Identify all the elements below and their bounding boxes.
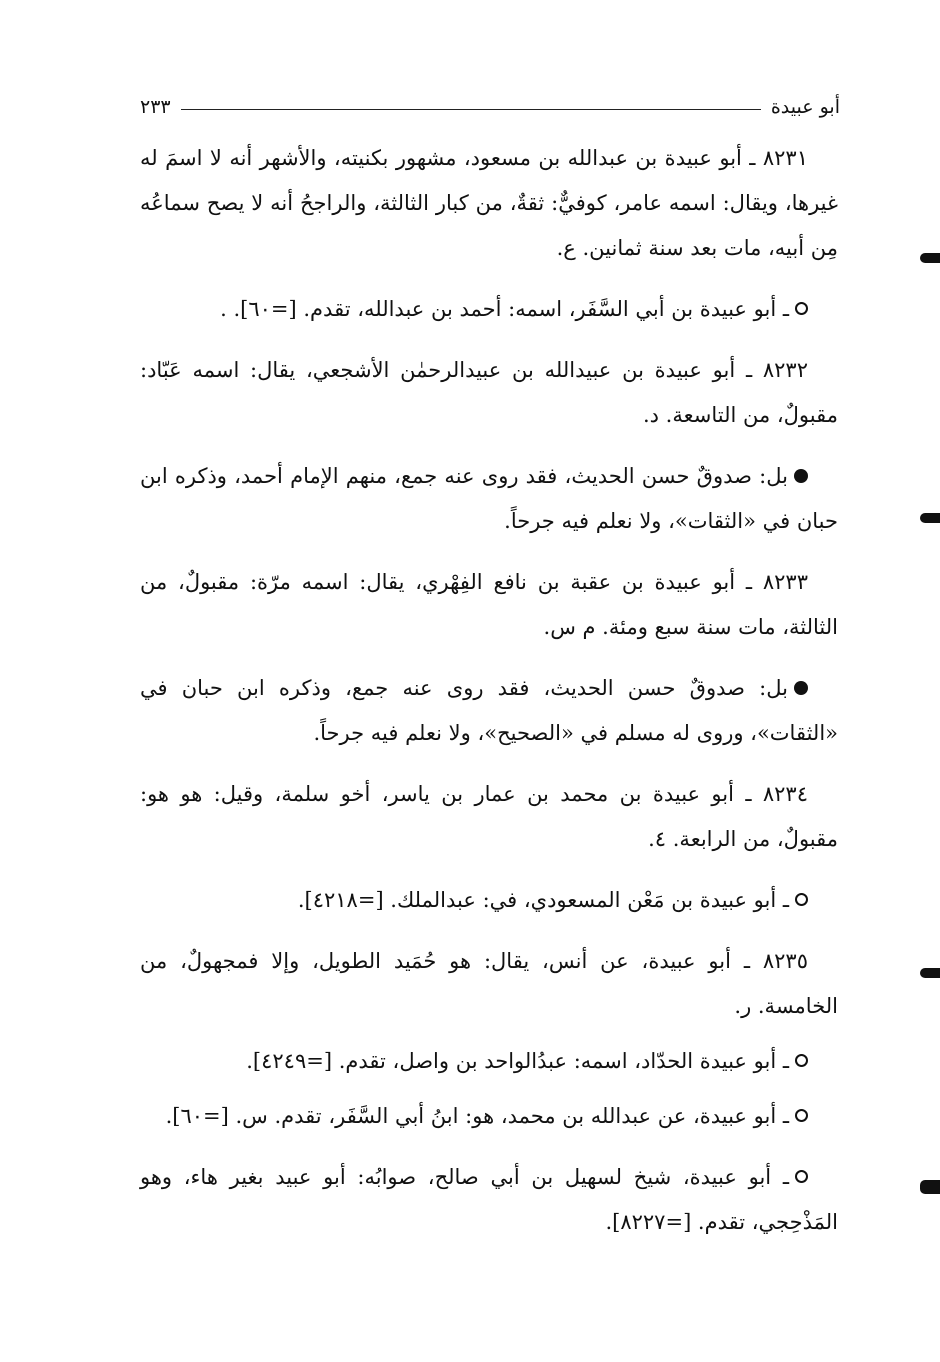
running-head [140, 92, 840, 122]
entry-text: بل: صدوقٌ حسن الحديث، فقد روى عنه جمع، منهم الإمام أحمد، وذكره ابن حبان في «الثقات»، ولا نعلم فيه جرحاً. [140, 464, 838, 533]
page-number: ٢٣٣ [140, 96, 171, 118]
filled-circle-icon [794, 469, 808, 483]
editor-comment [140, 454, 838, 544]
open-circle-icon [795, 1054, 808, 1067]
entry-text: ـ أبو عبيدة، شيخ لسهيل بن أبي صالح، صوابُه: أبو عبيد بغير هاء، وهو المَذْحِجي، تقدم. [=٨٢٢٧]. [140, 1165, 838, 1234]
page-body [140, 136, 838, 1261]
editor-comment [140, 666, 838, 756]
cross-reference-entry [140, 1155, 838, 1245]
filled-circle-icon [794, 681, 808, 695]
entry-text: ـ أبو عبيدة بن مَعْن المسعودي، في: عبدالملك. [=٤٢١٨]. [297, 888, 789, 912]
entry-text: ٨٢٣٢ ـ أبو عبيدة بن عبيدالله بن عبيدالرحمٰن الأشجعي، يقال: اسمه عَبّاد: مقبولٌ، من التاسعة. د. [140, 358, 838, 427]
running-head-title: أبو عبيدة [770, 96, 840, 118]
cross-reference-entry [140, 878, 838, 923]
open-circle-icon [795, 1170, 808, 1183]
entry-8232 [140, 348, 838, 438]
entry-8235 [140, 939, 838, 1029]
page-edge-mark [920, 253, 940, 263]
entry-text: ٨٢٣٤ ـ أبو عبيدة بن محمد بن عمار بن ياسر، أخو سلمة، وقيل: هو هو: مقبولٌ، من الرابعة. ٤. [140, 782, 838, 851]
open-circle-icon [795, 1109, 808, 1122]
entry-8233 [140, 560, 838, 650]
entry-8234 [140, 772, 838, 862]
page-edge-mark [920, 513, 940, 523]
running-head-rule [181, 109, 761, 110]
open-circle-icon [795, 893, 808, 906]
entry-text: ٨٢٣١ ـ أبو عبيدة بن عبدالله بن مسعود، مشهور بكنيته، والأشهر أنه لا اسمَ له غيرها، ويقال: اسمه عامر، كوفيٌّ: ثقةٌ، من كبار الثالثة، والراجحُ أنه لا يصح سماعُه مِن أبيه، مات بعد سنة ثمانين. ع. [140, 146, 838, 260]
page-edge-mark [920, 968, 940, 978]
open-circle-icon [795, 302, 808, 315]
entry-text: ٨٢٣٣ ـ أبو عبيدة بن عقبة بن نافع الفِهْري، يقال: اسمه مرّة: مقبولٌ، من الثالثة، مات سنة سبع ومئة. م س. [140, 570, 838, 639]
cross-reference-entry [140, 1039, 838, 1084]
cross-reference-entry [140, 287, 838, 332]
entry-text: ـ أبو عبيدة بن أبي السَّفَر، اسمه: أحمد بن عبدالله، تقدم. [=٦٠]. . [220, 297, 789, 321]
page-edge-mark [920, 1180, 940, 1194]
cross-reference-entry [140, 1094, 838, 1139]
entry-text: ٨٢٣٥ ـ أبو عبيدة، عن أنس، يقال: هو حُمَيد الطويل، وإلا فمجهولٌ، من الخامسة. ر. [140, 949, 838, 1018]
entry-text: ـ أبو عبيدة، عن عبدالله بن محمد، هو: ابنُ أبي السَّفَر، تقدم. س. [=٦٠]. [165, 1104, 789, 1128]
entry-text: بل: صدوقٌ حسن الحديث، فقد روى عنه جمع، وذكره ابن حبان في «الثقات»، وروى له مسلم في «الصحيح»، ولا نعلم فيه جرحاً. [140, 676, 838, 745]
entry-text: ـ أبو عبيدة الحدّاد، اسمه: عبدُالواحد بن واصل، تقدم. [=٤٢٤٩]. [246, 1049, 789, 1073]
entry-8231 [140, 136, 838, 271]
